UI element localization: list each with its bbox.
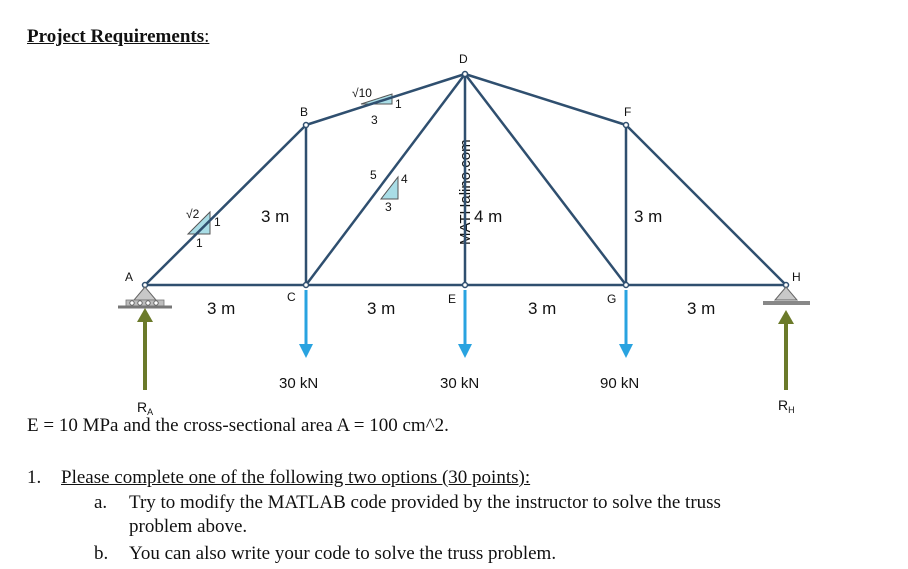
reaction-label-h-sub: H	[788, 405, 795, 415]
requirement-1	[27, 467, 530, 489]
requirement-number: 1.	[27, 467, 42, 488]
slope-label-cd-v: 4	[401, 172, 408, 186]
node-label-a: A	[125, 270, 134, 284]
dim-label-ce: 3 m	[367, 299, 396, 318]
load-label-e: 30 kN	[440, 375, 480, 392]
node-label-d: D	[459, 52, 468, 66]
dim-label-eg: 3 m	[528, 299, 557, 318]
load-arrows	[299, 290, 633, 358]
reaction-label-a-sub: A	[147, 407, 154, 417]
reaction-label-a-sym: R	[137, 399, 148, 415]
node-label-e: E	[448, 292, 457, 306]
member-df	[465, 74, 626, 125]
dim-label-de: 4 m	[474, 207, 503, 226]
heading-text: Project Requirements	[27, 26, 205, 47]
option-a-key: a.	[94, 492, 108, 513]
node-label-f: F	[624, 105, 632, 119]
option-a-line2: problem above.	[129, 516, 248, 537]
pin-support-h	[763, 287, 810, 303]
dim-label-gh: 3 m	[687, 299, 716, 318]
truss-members	[145, 74, 786, 285]
option-a-line1: Try to modify the MATLAB code provided by the instructor to solve the truss	[129, 492, 721, 513]
member-bd	[306, 74, 465, 125]
slope-label-cd-hyp: 5	[370, 168, 377, 182]
member-cd	[306, 74, 465, 285]
option-b-text: You can also write your code to solve the truss problem.	[129, 543, 557, 564]
material-spec: E = 10 MPa and the cross-sectional area A = 100 cm^2.	[27, 415, 449, 436]
option-a	[94, 491, 721, 539]
member-fh	[626, 125, 786, 285]
node-label-h: H	[792, 270, 801, 284]
requirement-text: Please complete one of the following two options (30 points):	[61, 467, 531, 488]
node-label-b: B	[300, 105, 309, 119]
slope-label-ab-h: 1	[196, 236, 203, 250]
slope-label-ab-hyp: √2	[186, 207, 200, 221]
node-label-c: C	[287, 290, 296, 304]
load-label-g: 90 kN	[600, 375, 640, 392]
node-label-g: G	[607, 292, 617, 306]
pin-support-a	[118, 287, 172, 307]
slope-label-cd-h: 3	[385, 200, 392, 214]
member-dg	[465, 74, 626, 285]
dim-label-fg: 3 m	[634, 207, 663, 226]
slope-label-bd-hyp: √10	[352, 86, 372, 100]
watermark: MATHalino.com	[457, 139, 474, 245]
slope-label-bd-v: 1	[395, 97, 402, 111]
dim-label-bc: 3 m	[261, 207, 290, 226]
reaction-label-h-sym: R	[778, 397, 789, 413]
slope-label-bd-h: 3	[371, 113, 378, 127]
option-b	[94, 542, 556, 566]
dim-label-ac: 3 m	[207, 299, 236, 318]
option-b-key: b.	[94, 543, 109, 564]
reaction-label-h	[778, 397, 795, 415]
member-ab	[145, 125, 306, 285]
load-label-c: 30 kN	[279, 375, 319, 392]
heading-colon: :	[204, 26, 210, 47]
slope-label-ab-v: 1	[214, 215, 221, 229]
